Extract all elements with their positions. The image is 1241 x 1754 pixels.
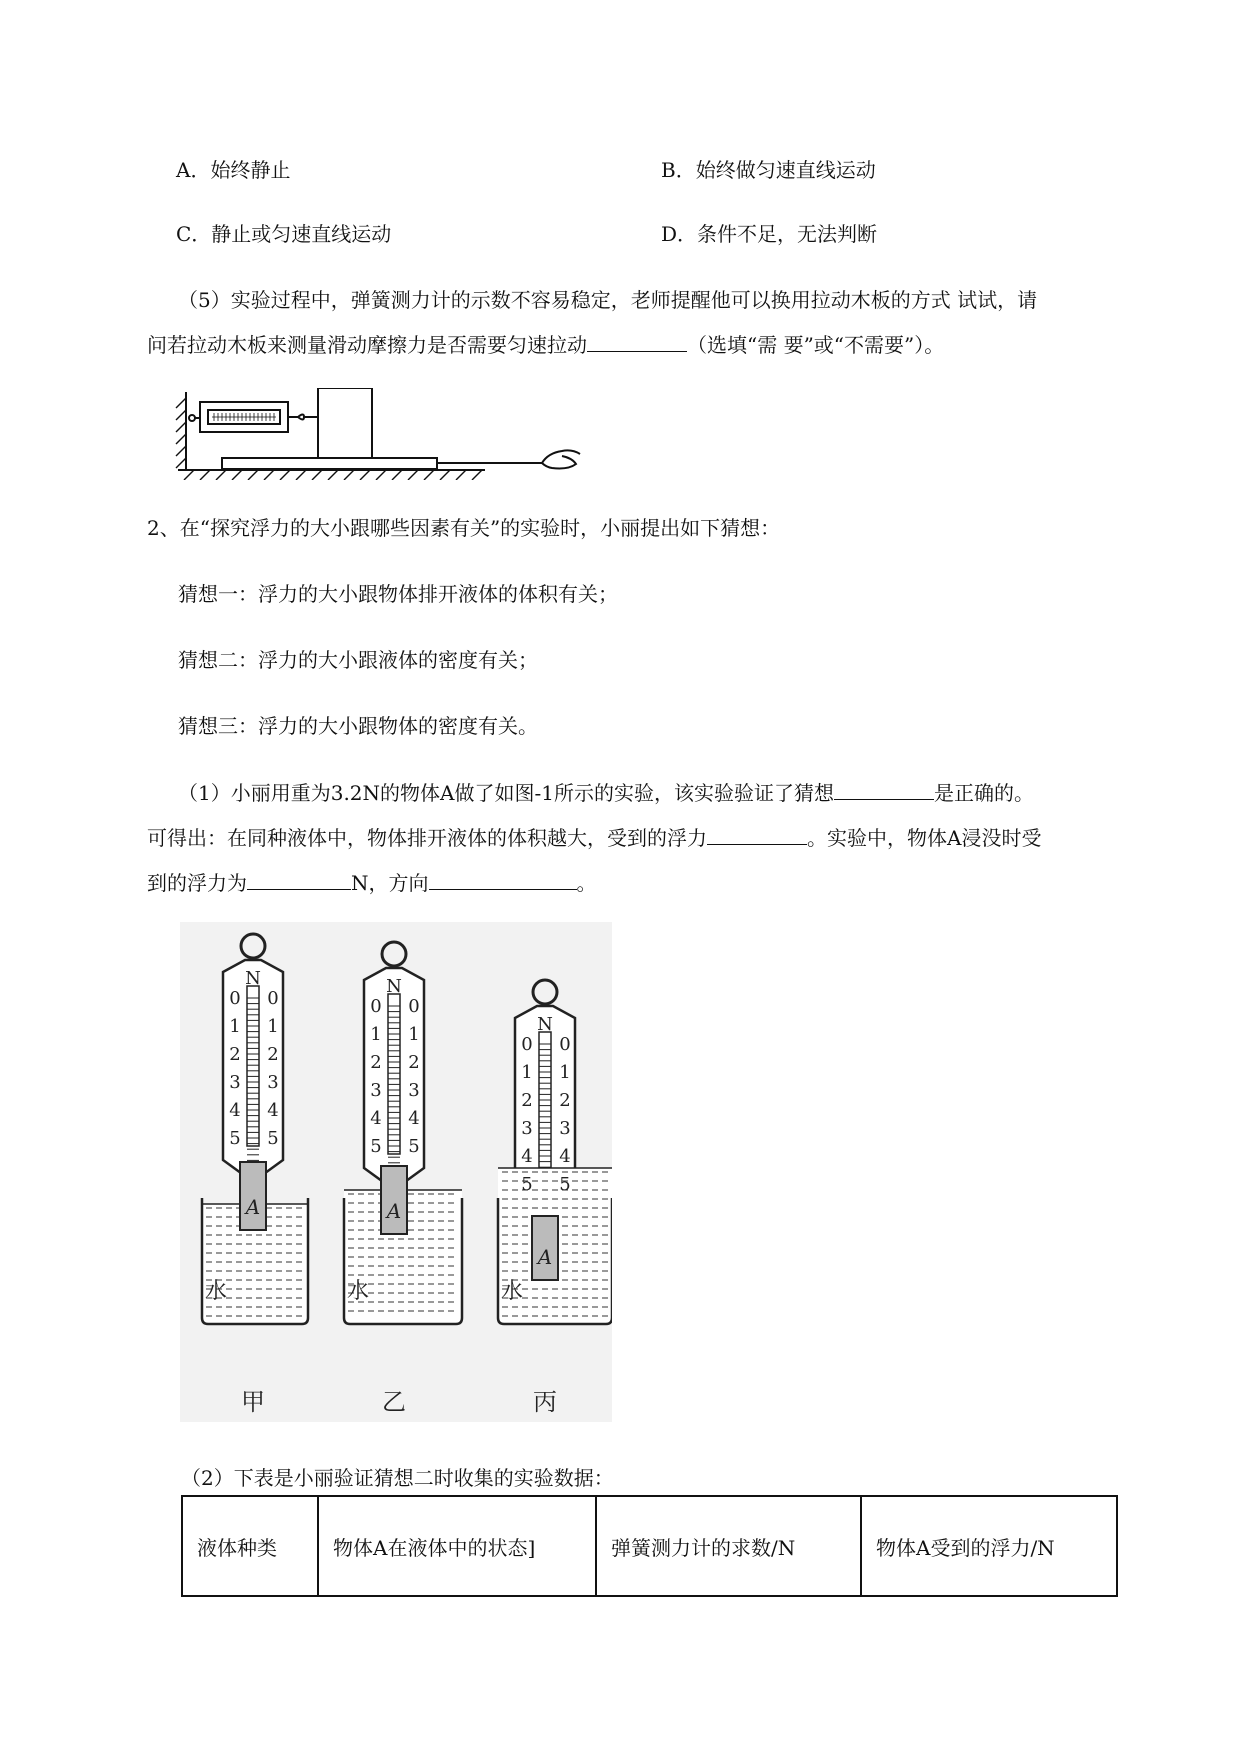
scale-tick-label: 3: [521, 1118, 533, 1139]
scale-tick-label: 5: [559, 1174, 571, 1195]
scale-tick-label: 0: [559, 1034, 571, 1055]
scale-tick-label: 1: [229, 1016, 241, 1037]
scale-tick-label: 5: [408, 1136, 420, 1157]
option-c: C．静止或匀速直线运动: [176, 222, 392, 246]
q2-part1-text-b: 是正确的。: [933, 781, 1034, 805]
answer-blank[interactable]: [247, 871, 351, 890]
scale-unit-label: N: [386, 976, 402, 997]
q5-line2-pre: 问若拉动木板来测量滑动摩擦力是否需要匀速拉动: [147, 333, 587, 357]
scale-tick-label: 4: [370, 1108, 382, 1129]
scale-tick-label: 3: [559, 1118, 571, 1139]
q2-part1-text-f: N，方向: [351, 871, 429, 895]
scale-tick-label: 3: [267, 1072, 279, 1093]
scale-tick-label: 3: [370, 1080, 382, 1101]
guess-1: 猜想一：浮力的大小跟物体排开液体的体积有关；: [178, 582, 618, 606]
q2-part1-text-d: 。实验中，物体A浸没时受: [807, 826, 1042, 850]
beaker-label: 乙: [382, 1388, 406, 1416]
water-label: 水: [204, 1279, 228, 1304]
scale-tick-label: 1: [408, 1024, 420, 1045]
scale-tick-label: 1: [559, 1062, 571, 1083]
water-label: 水: [500, 1279, 524, 1304]
table-header-cell: 物体A在液体中的状态]: [318, 1496, 596, 1596]
option-d: D．条件不足，无法判断: [661, 222, 878, 246]
scale-tick-label: 2: [229, 1044, 241, 1065]
table-header-cell: 液体种类: [182, 1496, 318, 1596]
block-label: A: [386, 1199, 402, 1223]
scale-tick-label: 5: [370, 1136, 382, 1157]
table-header-row: [182, 1496, 1117, 1596]
scale-tick-label: 5: [267, 1128, 279, 1149]
buoyancy-experiment-figure: [180, 922, 612, 1422]
q2-part1-line2: [147, 826, 1041, 848]
water-label: 水: [346, 1279, 370, 1304]
q2-part1-text-g: 。: [576, 871, 597, 895]
scale-tick-label: 5: [521, 1174, 533, 1195]
scale-tick-label: 1: [370, 1024, 382, 1045]
q2-part1-text-a: （1）小丽用重为3.2N的物体A做了如图-1所示的实验，该实验验证了猜想: [178, 781, 834, 805]
guess-2: 猜想二：浮力的大小跟液体的密度有关；: [178, 648, 538, 672]
scale-tick-label: 4: [267, 1100, 279, 1121]
scale-tick-label: 0: [229, 988, 241, 1009]
beaker-label: 丙: [533, 1388, 557, 1416]
option-a: A．始终静止: [176, 158, 291, 182]
q5-line2-post: （选填“需 要”或“不需要”）。: [687, 333, 945, 357]
scale-tick-label: 2: [559, 1090, 571, 1111]
q2-part1-line3: [147, 871, 597, 893]
scale-unit-label: N: [245, 968, 261, 989]
option-b: B．始终做匀速直线运动: [661, 158, 876, 182]
guess-3: 猜想三：浮力的大小跟物体的密度有关。: [178, 714, 538, 738]
beaker-label: 甲: [241, 1388, 265, 1416]
q5-line2: [147, 333, 944, 355]
scale-tube: [247, 986, 259, 1146]
block-label: A: [245, 1195, 261, 1219]
scale-tick-label: 4: [559, 1146, 571, 1167]
scale-tick-label: 1: [521, 1062, 533, 1083]
scale-tick-label: 5: [229, 1128, 241, 1149]
scale-tick-label: 0: [408, 996, 420, 1017]
answer-blank[interactable]: [707, 826, 807, 845]
q2-part1-line1: [178, 781, 1034, 803]
scale-tick-label: 4: [408, 1108, 420, 1129]
table-header-cell: 物体A受到的浮力/N: [861, 1496, 1117, 1596]
scale-tick-label: 4: [521, 1146, 533, 1167]
q2-title: 2、在“探究浮力的大小跟哪些因素有关”的实验时，小丽提出如下猜想：: [147, 516, 781, 540]
scale-tick-label: 2: [370, 1052, 382, 1073]
q2-part2: （2）下表是小丽验证猜想二时收集的实验数据：: [181, 1466, 614, 1490]
answer-blank[interactable]: [834, 781, 934, 800]
scale-tick-label: 2: [267, 1044, 279, 1065]
q2-part1-text-e: 到的浮力为: [147, 871, 247, 895]
scale-tick-label: 3: [229, 1072, 241, 1093]
answer-blank[interactable]: [587, 333, 687, 352]
scale-tube: [388, 994, 400, 1154]
scale-tick-label: 4: [229, 1100, 241, 1121]
scale-tick-label: 1: [267, 1016, 279, 1037]
scale-tick-label: 0: [267, 988, 279, 1009]
scale-unit-label: N: [537, 1014, 553, 1035]
block-label: A: [537, 1245, 553, 1269]
table-header-cell: 弹簧测力计的求数/N: [596, 1496, 861, 1596]
scale-tick-label: 2: [408, 1052, 420, 1073]
q5-line1: （5）实验过程中，弹簧测力计的示数不容易稳定，老师提醒他可以换用拉动木板的方式 试试，请: [178, 288, 1038, 312]
scale-tick-label: 3: [408, 1080, 420, 1101]
scale-tick-label: 2: [521, 1090, 533, 1111]
answer-blank[interactable]: [429, 871, 577, 890]
scale-tick-label: 0: [370, 996, 382, 1017]
q2-part1-text-c: 可得出：在同种液体中，物体排开液体的体积越大，受到的浮力: [147, 826, 707, 850]
scale-tick-label: 0: [521, 1034, 533, 1055]
data-table: [181, 1495, 1118, 1597]
friction-apparatus-figure: [170, 388, 590, 480]
